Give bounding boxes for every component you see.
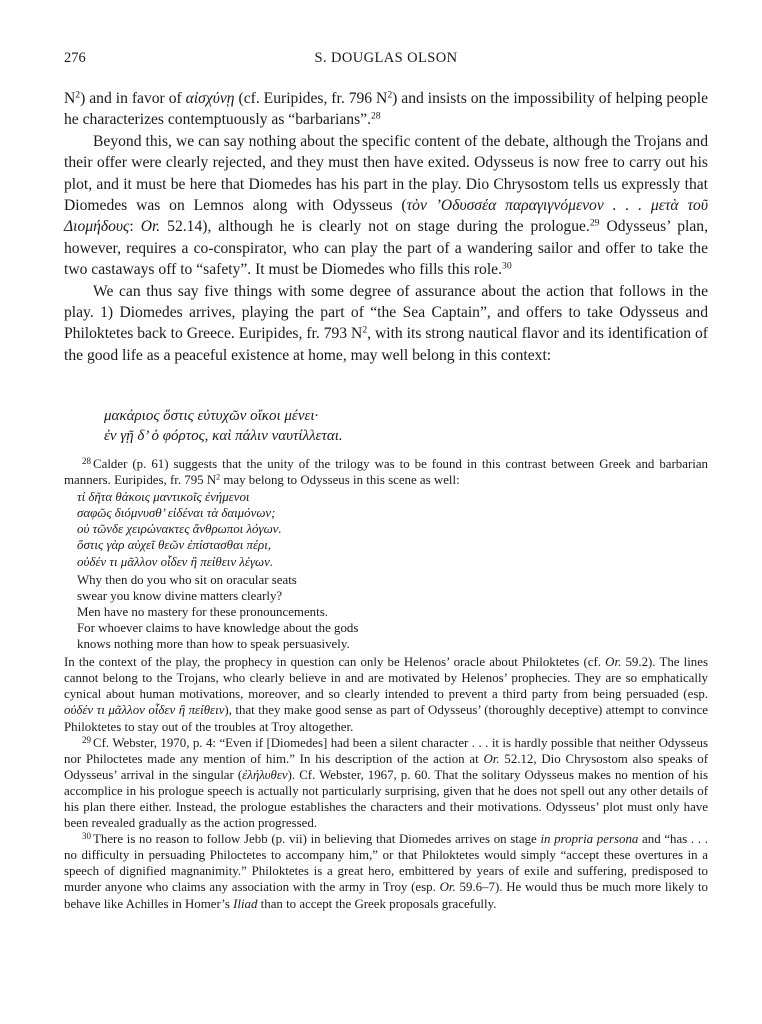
verse-line: Why then do you who sit on oracular seats: [77, 572, 297, 587]
verse-line: οὐδέν τι μᾶλλον οἶδεν ἢ πείθειν λέγων.: [77, 554, 274, 569]
verse-line: τί δῆτα θάκοις μαντικοῖς ἐνήμενοι: [77, 490, 250, 505]
footnote-28-continuation: In the context of the play, the prophecy in question can only be Helenos’ oracle about Philoktetes (cf. Or. 59.2). The lines cannot belong to the Trojans, who clearly believe in and are motivated by Helenos’ prophecies. They are so emphatically cynical about human motivations, moreover, and so clearly intended to prevent a third party from being persuaded (esp. οὐδέν τι μᾶλλον οἶδεν ἢ πείθειν), that they make good sense as part of Odysseus’ (thoroughly deceptive) attempt to convince Philoktetes to stay out of the troubles at Troy altogether.: [64, 655, 708, 734]
footnote-29: $^{29}$ Cf. Webster, 1970, p. 4: “Even if [Diomedes] had been a silent character . . . it is hardly possible that neither Odysseus nor Philoctetes made any mention of him.” In his description of the action at Or. 52.12, Dio Chrysostom also speaks of Odysseus’ arrival in the singular (ἐλήλυθεν). Cf. Webster, 1967, p. 60. That the solitary Odysseus makes no mention of his accomplice in his prologue speech is actually not particularly surprising, given that he does not spell out any other details of his plan there either. Instead, the prologue establishes the characters and their motivations. Odysseus’ plot must only have been revealed gradually as the action progressed.: [64, 734, 708, 831]
english-translation: [77, 572, 708, 652]
paragraph-2: Beyond this, we can say nothing about the specific content of the debate, although the Trojans and their offer were clearly rejected, and they must then have exited. Odysseus is now free to carry out his plot, and it must be here that Diomedes has his part in the play. Dio Chrysostom tells us expressly that Diomedes was on Lemnos along with Odysseus (τὸν ’Οδυσσέα παραγιγνόμενον . . . μετὰ τοῦ Διομήδους: Or. 52.14), although he is clearly not on stage during the prologue.$^{29}$ Odysseus’ plan, however, requires a co-conspirator, who can play the part of a wandering sailor and offer to take the two castaways off to “safety”. It must be Diomedes who fills this role.$^{30}$: [64, 132, 709, 279]
footnote-ref-29[interactable]: 29: [589, 218, 600, 230]
verse-line: Men have no mastery for these pronouncements.: [77, 604, 328, 619]
footnote-number: 28: [82, 455, 92, 466]
greek-quote: τὸν ’Οδυσσέα παραγιγνόμενον . . . μετὰ τοῦ Διομήδους: [64, 197, 708, 236]
greek-term: αἰσχύνῃ: [185, 90, 235, 107]
footnote-number: 29: [82, 734, 92, 745]
footnote-28: $^{28}$ Calder (p. 61) suggests that the unity of the trilogy was to be found in this contrast between Greek and barbarian manners. Euripides, fr. 795 $N^2$ may belong to Odysseus in this scene as well:: [64, 455, 708, 488]
page-number: 276: [64, 50, 86, 66]
greek-fragment: [77, 489, 708, 569]
paragraph-1: $N^2$) and in favor of αἰσχύνῃ (cf. Euripides, fr. 796 $N^2$) and insists on the impossibility of helping people he characterizes contemptuously as “barbarians”.$^{28}$: [64, 89, 708, 129]
running-head: S. DOUGLAS OLSON: [314, 50, 458, 66]
page-header: [64, 50, 708, 72]
verse-line: οὐ τῶνδε χειρώνακτες ἄνθρωποι λόγων.: [77, 522, 282, 537]
main-text: [64, 88, 708, 366]
greek-verse-quote: [104, 406, 343, 446]
verse-line: σαφῶς διόμνυσθ’ εἰδέναι τὰ δαιμόνων;: [77, 506, 276, 521]
footnote-number: 30: [82, 831, 92, 842]
verse-line: For whoever claims to have knowledge about the gods: [77, 620, 359, 635]
verse-line: knows nothing more than how to speak persuasively.: [77, 637, 350, 652]
footnote-ref-30[interactable]: 30: [501, 260, 512, 272]
footnote-30: $^{30}$ There is no reason to follow Jebb (p. vii) in believing that Diomedes arrives on stage in propria persona and “has . . . no difficulty in persuading Philoctetes to accompany him,” or that Philoktetes would simply “accept these overtures in a speech of dignified magnanimity.” Philoktetes is a great hero, embittered by years of exile and suffering, predisposed to murder anyone who claims any association with the army in Troy (esp. Or. 59.6–7). He would thus be much more likely to behave like Achilles in Homer’s Iliad than to accept the Greek proposals gracefully.: [64, 831, 708, 911]
verse-line: ὅστις γὰρ αὐχεῖ θεῶν ἐπίστασθαι πέρι,: [77, 538, 272, 553]
footnote-ref-28[interactable]: 28: [370, 111, 381, 123]
verse-line: ἐν γῇ δ’ ὁ φόρτος, καὶ πάλιν ναυτίλλεται.: [104, 428, 343, 444]
footnotes: [64, 456, 708, 912]
verse-line: swear you know divine matters clearly?: [77, 588, 283, 603]
verse-line: μακάριος ὅστις εὐτυχῶν οἴκοι μένει·: [104, 408, 319, 424]
paragraph-3: We can thus say five things with some degree of assurance about the action that follows in the play. 1) Diomedes arrives, playing the part of “the Sea Captain”, and offers to take Odysseus and Philoktetes back to Greece. Euripides, fr. 793 $N^2$, with its strong nautical flavor and its identification of the good life as a peaceful existence at home, may well belong in this context:: [64, 282, 709, 364]
